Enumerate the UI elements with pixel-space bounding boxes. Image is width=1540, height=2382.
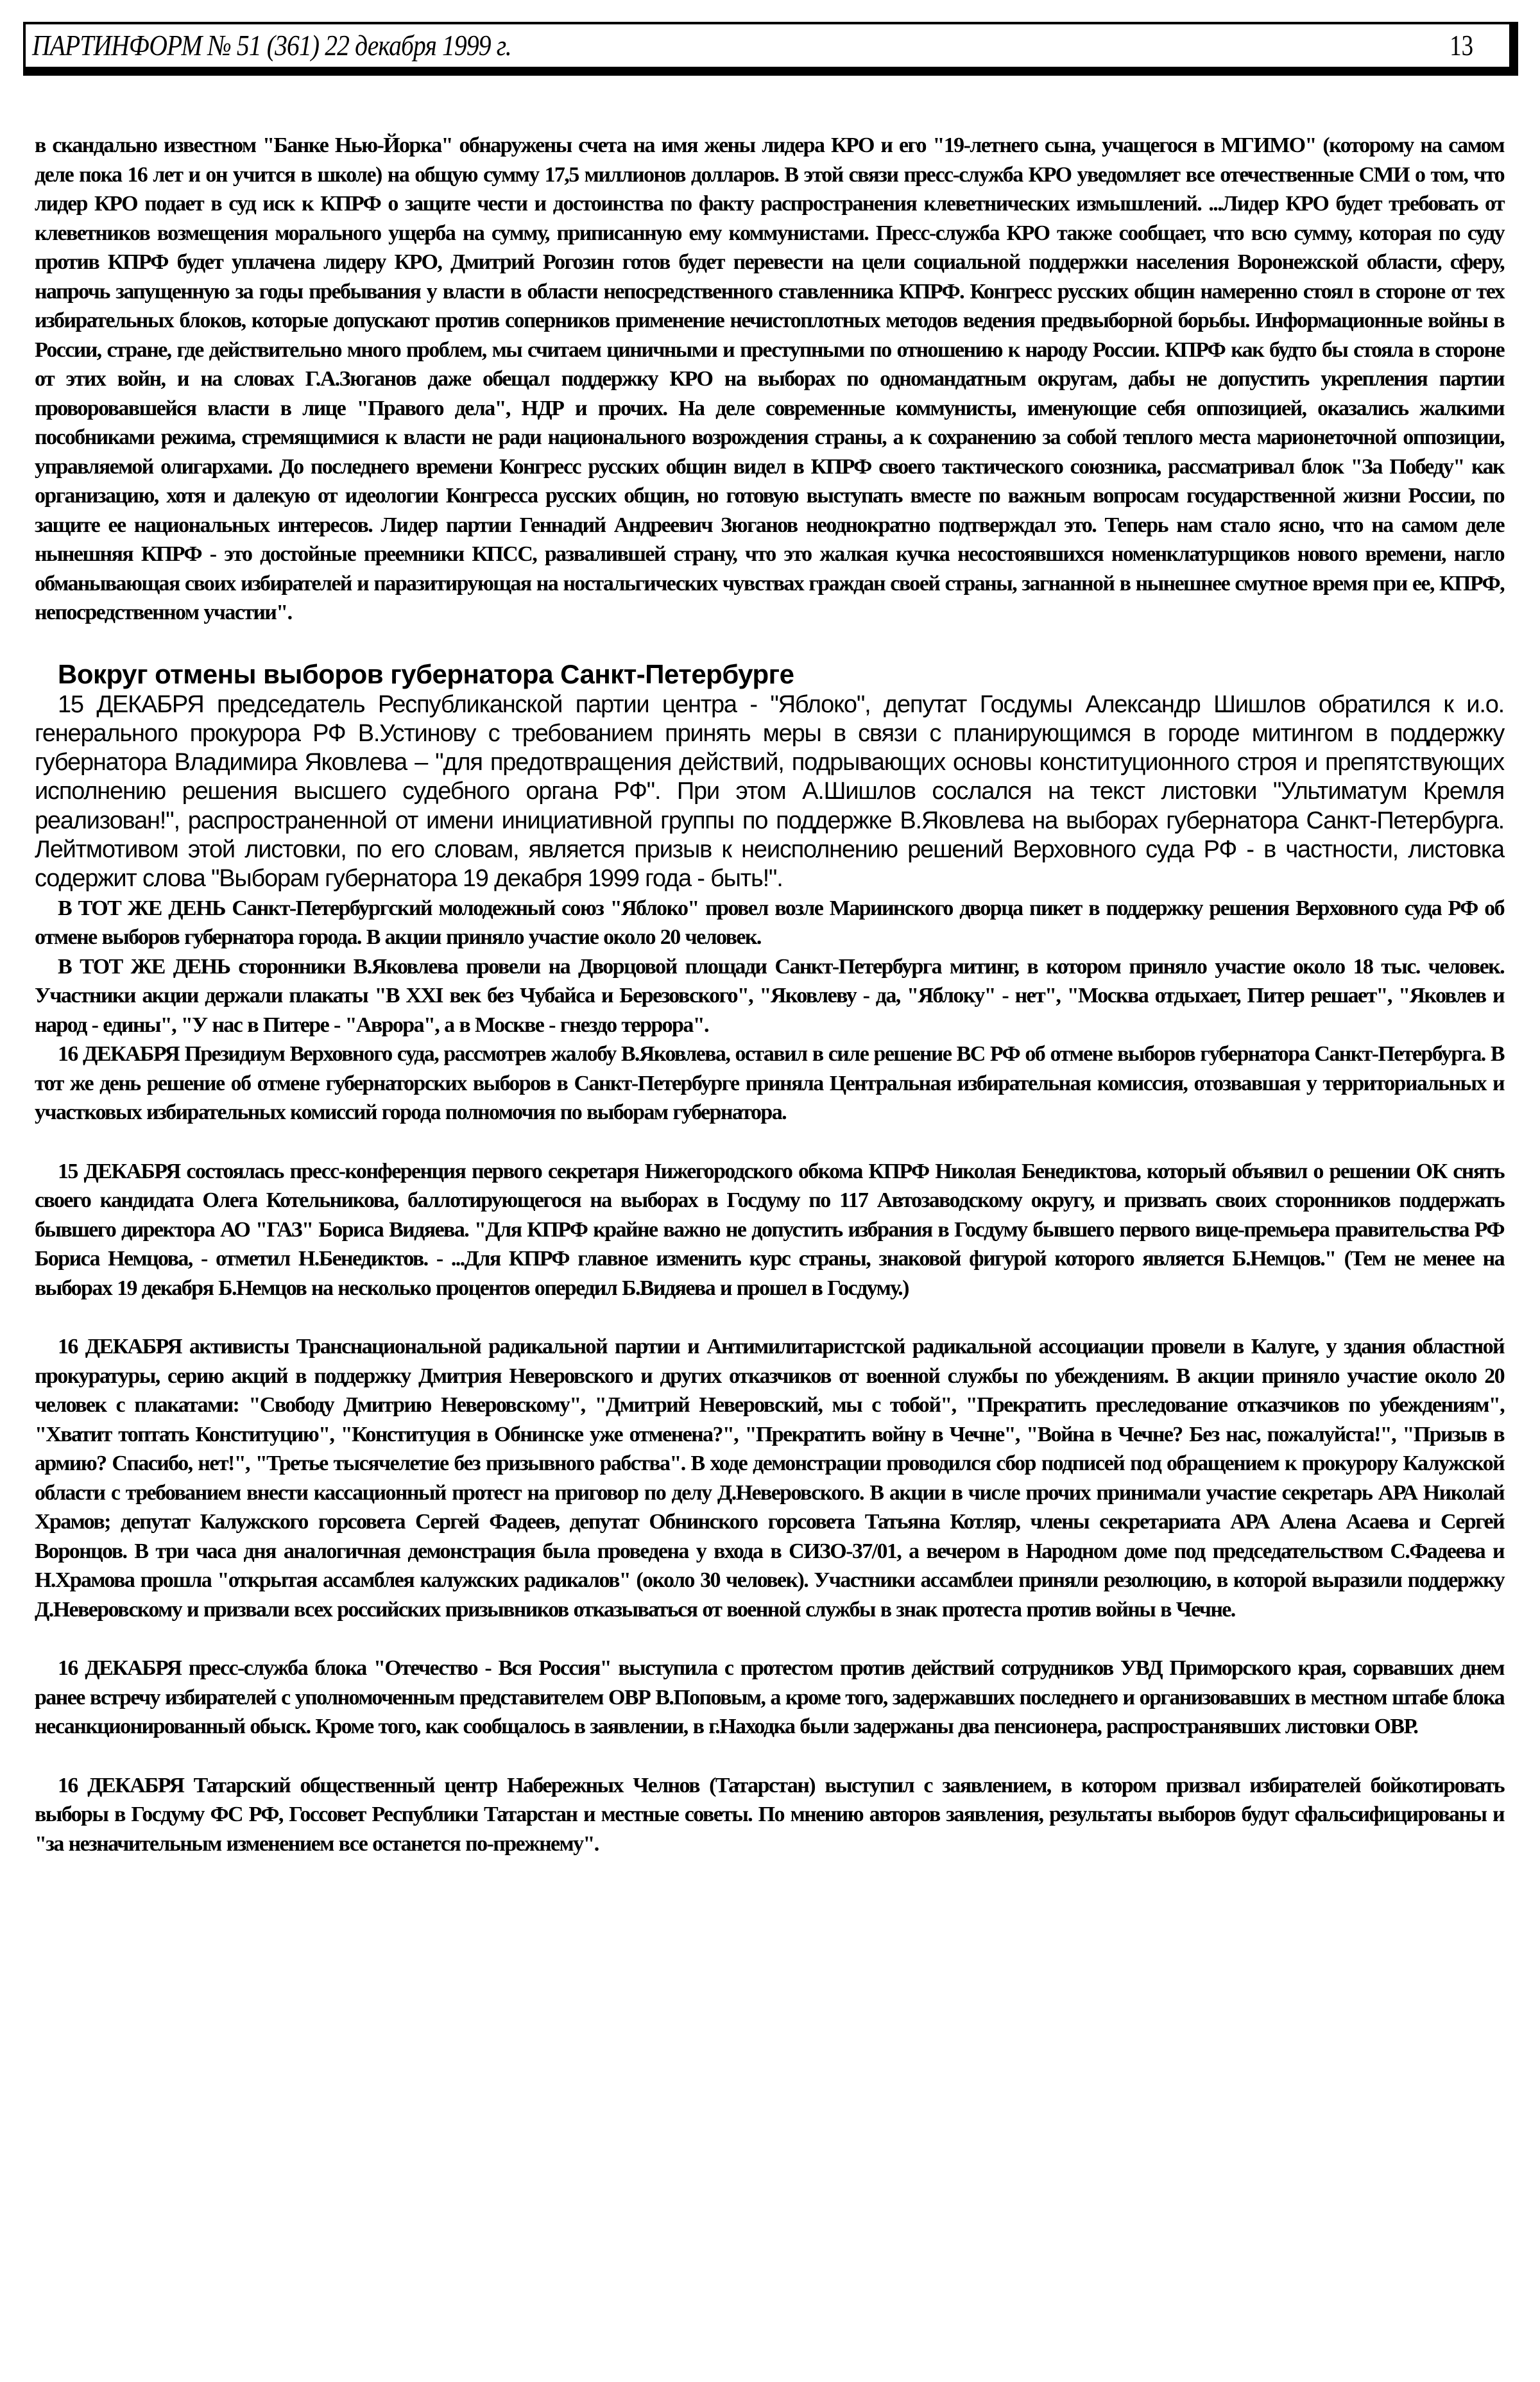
news-item: 16 ДЕКАБРЯ активисты Транснациональной радикальной партии и Антимилитаристской радикальной ассоциации провели в Калуге, у здания областной прокуратуры, серию акций в поддержку Дмитрия Неверовского и других отказчиков от военной службы по убеждениям. В акции приняло участие около 20 человек с плакатами: "Свободу Дмитрию Неверовскому", "Дмитрий Неверовский, мы с тобой", "Прекратить преследование отказчиков по убеждениям", "Хватит топтать Конституцию", "Конституция в Обнинске уже отменена?", "Прекратить войну в Чечне", "Война в Чечне? Без нас, пожалуйста!", "Призыв в армию? Спасибо, нет!", "Третье тысячелетие без призывного рабства". В ходе демонстрации проводился сбор подписей под обращением к прокурору Калужской области с требованием внести кассационный протест на приговор по делу Д.Неверовского. В акции в числе прочих принимали участие секретарь АРА Николай Храмов; депутат Калужского горсовета Сергей Фадеев, депутат Обнинского горсовета Татьяна Котляр, члены секретариата АРА Алена Асаева и Сергей Воронцов. В три часа дня аналогичная демонстрация была проведена у входа в СИЗО-37/01, а вечером в Народном доме под председательством С.Фадеева и Н.Храмова прошла "открытая ассамблея калужских радикалов" (около 30 человек). Участники ассамблеи приняли резолюцию, в которой выразили поддержку Д.Неверовскому и призвали всех российских призывников отказываться от военной службы в знак протеста против войны в Чечне. <box>35 1335 1504 1622</box>
page-number: 13 <box>1450 29 1473 62</box>
intro-paragraph: в скандально известном "Банке Нью-Йорка" обнаружены счета на имя жены лидера КРО и его "19-летнего сына, учащегося в МГИМО" (которому на самом деле пока 16 лет и он учится в школе) на общую сумму 17,5 миллионов долларов. В этой связи пресс-служба КРО уведомляет все отечественные СМИ о том, что лидер КРО подает в суд иск к КПРФ о защите чести и достоинства по факту распространения клеветнических измышлений. ...Лидер КРО будет требовать от клеветников возмещения морального ущерба на сумму, приписанную ему коммунистами. Пресс-служба КРО также сообщает, что всю сумму, которая по суду против КПРФ будет уплачена лидеру КРО, Дмитрий Рогозин готов будет перевести на цели социальной поддержки населения Воронежской области, сферу, напрочь запущенную за годы пребывания у власти в области непосредственного ставленника КПРФ. Конгресс русских общин намеренно стоял в стороне от тех избирательных блоков, которые допускают против соперников применение нечистоплотных методов ведения предвыборной борьбы. Информационные войны в России, стране, где действительно много проблем, мы считаем циничными и преступными по отношению к народу России. КПРФ как будто бы стояла в стороне от этих войн, и на словах Г.А.Зюганов даже обещал поддержку КРО на выборах по одномандатным округам, дабы не допустить укрепления партии проворовавшейся власти в лице "Правого дела", НДР и прочих. На деле современные коммунисты, именующие себя оппозицией, оказались жалкими пособниками режима, стремящимися к власти не ради национального возрождения страны, а к сохранению за собой теплого места марионеточной оппозиции, управляемой олигархами. До последнего времени Конгресс русских общин видел в КПРФ своего тактического союзника, рассматривал блок "За Победу" как организацию, хотя и далекую от идеологии Конгресса русских общин, но готовую выступать вместе по важным вопросам государственной жизни России, по защите ее национальных интересов. Лидер партии Геннадий Андреевич Зюганов неоднократно подтверждал это. Теперь нам стало ясно, что на самом деле нынешняя КПРФ - это достойные преемники КПСС, развалившей страну, что это жалкая кучка несостоявшихся номенклатурщиков нового времени, нагло обманывающая своих избирателей и паразитирующая на ностальгических чувствах граждан своей страны, загнанной в нынешнее смутное время при ее, КПРФ, непосредственном участии". <box>35 133 1504 624</box>
section-item: В ТОТ ЖЕ ДЕНЬ Санкт-Петербургский молодежный союз "Яблоко" провел возле Мариинского дворца пикет в поддержку решения Верховного суда РФ об отмене выборов губернатора города. В акции приняло участие около 20 человек. <box>35 896 1504 950</box>
news-item: 15 ДЕКАБРЯ состоялась пресс-конференция первого секретаря Нижегородского обкома КПРФ Николая Бенедиктова, который объявил о решении ОК снять своего кандидата Олега Котельникова, баллотирующегося на выборах в Госдуму по 117 Автозаводскому округу, и призвать своих сторонников поддержать бывшего директора АО "ГАЗ" Бориса Видяева. "Для КПРФ крайне важно не допустить избрания в Госдуму бывшего первого вице-премьера правительства РФ Бориса Немцова, - отметил Н.Бенедиктов. - ...Для КПРФ главное изменить курс страны, знаковой фигурой которого является Б.Немцов." (Тем не менее на выборах 19 декабря Б.Немцов на несколько процентов опередил Б.Видяева и прошел в Госдуму.) <box>35 1159 1504 1300</box>
page-content <box>35 131 1504 1858</box>
spacer <box>35 1127 1504 1157</box>
spacer <box>35 1742 1504 1771</box>
news-item: 16 ДЕКАБРЯ Татарский общественный центр Набережных Челнов (Татарстан) выступил с заявлением, в котором призвал избирателей бойкотировать выборы в Госдуму ФС РФ, Госсовет Республики Татарстан и местные советы. По мнению авторов заявления, результаты выборов будут сфальсифицированы и "за незначительным изменением все останется по-прежнему". <box>35 1773 1504 1856</box>
spacer <box>35 628 1504 658</box>
spacer <box>35 1624 1504 1654</box>
section-item: 16 ДЕКАБРЯ Президиум Верховного суда, рассмотрев жалобу В.Яковлева, оставил в силе решение ВС РФ об отмене выборов губернатора Санкт-Петербурга. В тот же день решение об отмене губернаторских выборов в Санкт-Петербурге приняла Центральная избирательная комиссия, отозвавшая у территориальных и участковых избирательных комиссий города полномочия по выборам губернатора. <box>35 1042 1504 1125</box>
publication-title: ПАРТИНФОРМ № 51 (361) 22 декабря 1999 г. <box>32 29 511 62</box>
section-lead-paragraph: 15 ДЕКАБРЯ председатель Республиканской партии центра - "Яблоко", депутат Госдумы Александр Шишлов обратился к и.о. генерального прокурора РФ В.Устинову с требованием принять меры в связи с планирующимся в городе митингом в поддержку губернатора Владимира Яковлева – "для предотвращения действий, подрывающих основы конституционного строя и препятствующих исполнению решения высшего судебного органа РФ". При этом А.Шишлов сослался на текст листовки "Ультиматум Кремля реализован!", распространенной от имени инициативной группы по поддержке В.Яковлева на выборах губернатора Санкт-Петербурга. Лейтмотивом этой листовки, по его словам, является призыв к неисполнению решений Верховного суда РФ - в частности, листовка содержит слова "Выборам губернатора 19 декабря 1999 года - быть!". <box>35 690 1504 893</box>
news-item: 16 ДЕКАБРЯ пресс-служба блока "Отечество - Вся Россия" выступила с протестом против действий сотрудников УВД Приморского края, сорвавших днем ранее встречу избирателей с уполномоченным представителем ОВР В.Поповым, а кроме того, задержавших последнего и организовавших в местном штабе блока несанкционированный обыск. Кроме того, как сообщалось в заявлении, в г.Находка были задержаны два пенсионера, распространявших листовки ОВР. <box>35 1656 1504 1739</box>
section-item: В ТОТ ЖЕ ДЕНЬ сторонники В.Яковлева провели на Дворцовой площади Санкт-Петербурга митинг, в котором приняло участие около 18 тыс. человек. Участники акции держали плакаты "В XXI век без Чубайса и Березовского", "Яковлеву - да, "Яблоку" - нет", "Москва отдыхает, Питер решает", "Яковлев и народ - едины", "У нас в Питере - "Аврора", а в Москве - гнездо террора". <box>35 954 1504 1037</box>
spacer <box>35 1303 1504 1332</box>
section-title: Вокруг отмены выборов губернатора Санкт-Петербурге <box>58 658 794 689</box>
page-header <box>23 22 1518 76</box>
